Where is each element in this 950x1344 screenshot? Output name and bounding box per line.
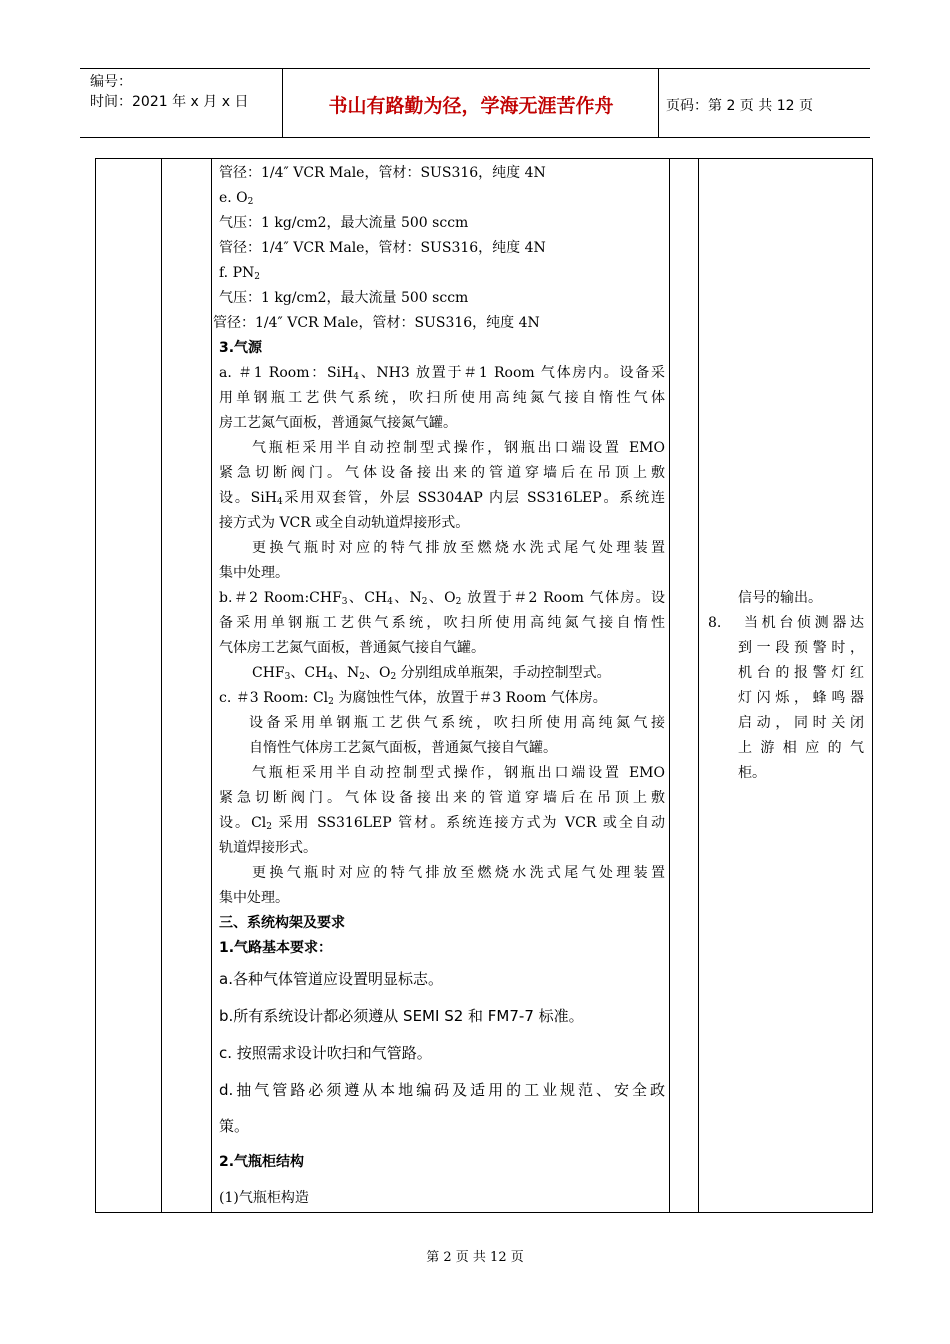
- right-line: 启动，同时关闭: [738, 715, 864, 731]
- right-line: 信号的输出。: [738, 590, 822, 606]
- paragraph-line: 紧急切断阀门。气体设备接出来的管道穿墙后在吊顶上敷: [219, 465, 665, 481]
- column-divider: [161, 159, 162, 1212]
- column-divider: [698, 159, 699, 1212]
- paragraph-line: 紧急切断阀门。气体设备接出来的管道穿墙后在吊顶上敷: [219, 790, 665, 806]
- requirement-item: a.各种气体管道应设置明显标志。: [219, 970, 443, 988]
- doc-number-label: 编号：: [90, 74, 132, 90]
- right-line: 上游相应的气: [738, 740, 864, 756]
- header-divider: [282, 69, 283, 137]
- paragraph-line: 集中处理。: [219, 890, 289, 906]
- paragraph-line: 气体房工艺氮气面板，普通氮气接自气罐。: [219, 640, 485, 656]
- paragraph-line: 气瓶柜采用半自动控制型式操作，钢瓶出口端设置 EMO: [252, 765, 665, 781]
- spec-line: 气压：1 kg/cm2，最大流量 500 sccm: [219, 290, 469, 306]
- section-heading: 3.气源: [219, 340, 263, 356]
- doc-date-label: 时间：2021 年 x 月 x 日: [90, 94, 249, 110]
- page-header: [80, 68, 870, 138]
- subsection-heading: 2.气瓶柜结构: [219, 1154, 305, 1170]
- paragraph-line: 房工艺氮气面板，普通氮气接氮气罐。: [219, 415, 457, 431]
- item-number: 8.: [708, 615, 722, 631]
- right-column-text: [738, 586, 864, 786]
- list-item: (1)气瓶柜构造: [219, 1190, 309, 1206]
- header-motto: 书山有路勤为径，学海无涯苦作舟: [328, 95, 614, 117]
- paragraph-line: 集中处理。: [219, 565, 289, 581]
- paragraph-line: $CHF_3$、$CH_4$、$N_2$、$O_2$ 分别组成单瓶架，手动控制型式。: [252, 665, 611, 682]
- paragraph-line: 设。$Cl_2$ 采用 SS316LEP 管材。系统连接方式为 VCR 或全自动: [219, 815, 665, 832]
- requirement-item: b.所有系统设计都必须遵从 SEMI S2 和 FM7-7 标准。: [219, 1007, 584, 1025]
- column-divider: [669, 159, 670, 1212]
- paragraph-line: 更换气瓶时对应的特气排放至燃烧水洗式尾气处理装置: [252, 540, 665, 556]
- paragraph-line: b.＃2 $Room:CHF_3$、$CH_4$、$N_2$、$O_2$ 放置于＃2 Room 气体房。设: [219, 590, 666, 607]
- main-content: [213, 161, 666, 1216]
- paragraph-line: 接方式为 VCR 或全自动轨道焊接形式。: [219, 515, 470, 531]
- column-divider: [211, 159, 212, 1212]
- requirement-item: 策。: [219, 1117, 250, 1135]
- spec-line: 管径：1/4″ VCR Male，管材：SUS316，纯度 4N: [219, 165, 546, 181]
- gas-label-pn2: f. $PN_2$: [219, 265, 260, 282]
- paragraph-line: 设备采用单钢瓶工艺供气系统，吹扫所使用高纯氮气接: [249, 715, 665, 731]
- right-line: 柜。: [738, 765, 766, 781]
- right-line: 当机台侦测器达: [744, 615, 864, 631]
- header-divider: [658, 69, 659, 137]
- header-meta: [90, 72, 248, 112]
- paragraph-line: 更换气瓶时对应的特气排放至燃烧水洗式尾气处理装置: [252, 865, 665, 881]
- right-line: 到一段预警时，: [738, 640, 864, 656]
- right-line: 机台的报警灯红: [738, 665, 864, 681]
- spec-line: 气压：1 kg/cm2，最大流量 500 sccm: [219, 215, 469, 231]
- paragraph-line: 备采用单钢瓶工艺供气系统，吹扫所使用高纯氮气接自惰性: [219, 615, 665, 631]
- section-heading: 三、系统构架及要求: [219, 915, 345, 931]
- requirement-item: d.抽气管路必须遵从本地编码及适用的工业规范、安全政: [219, 1081, 665, 1099]
- gas-label-o2: e. $O_2$: [219, 190, 254, 207]
- requirement-item: c. 按照需求设计吹扫和气管路。: [219, 1044, 432, 1062]
- paragraph-line: c. ＃3 Room: $Cl_2$ 为腐蚀性气体，放置于＃3 Room 气体房。: [219, 690, 607, 707]
- paragraph-line: 自惰性气体房工艺氮气面板，普通氮气接自气罐。: [249, 740, 557, 756]
- page-footer: 第 2 页 共 12 页: [426, 1250, 524, 1265]
- paragraph-line: a. ＃1 Room：SiH$_4$、NH3 放置于＃1 Room 气体房内。设备采: [219, 365, 665, 382]
- right-line: 灯闪烁，蜂鸣器: [738, 690, 864, 706]
- paragraph-line: 设。SiH$_4$采用双套管，外层 SS304AP 内层 SS316LEP。系统连: [219, 490, 665, 507]
- spec-line: 管径：1/4″ VCR Male，管材：SUS316，纯度 4N: [219, 240, 546, 256]
- paragraph-line: 气瓶柜采用半自动控制型式操作，钢瓶出口端设置 EMO: [252, 440, 665, 456]
- paragraph-line: 用单钢瓶工艺供气系统，吹扫所使用高纯氮气接自惰性气体: [219, 390, 665, 406]
- subsection-heading: 1.气路基本要求：: [219, 940, 333, 956]
- header-page-number: 页码：第 2 页 共 12 页: [666, 98, 813, 114]
- paragraph-line: 轨道焊接形式。: [219, 840, 317, 856]
- spec-line: 管径：1/4″ VCR Male，管材：SUS316，纯度 4N: [213, 315, 540, 331]
